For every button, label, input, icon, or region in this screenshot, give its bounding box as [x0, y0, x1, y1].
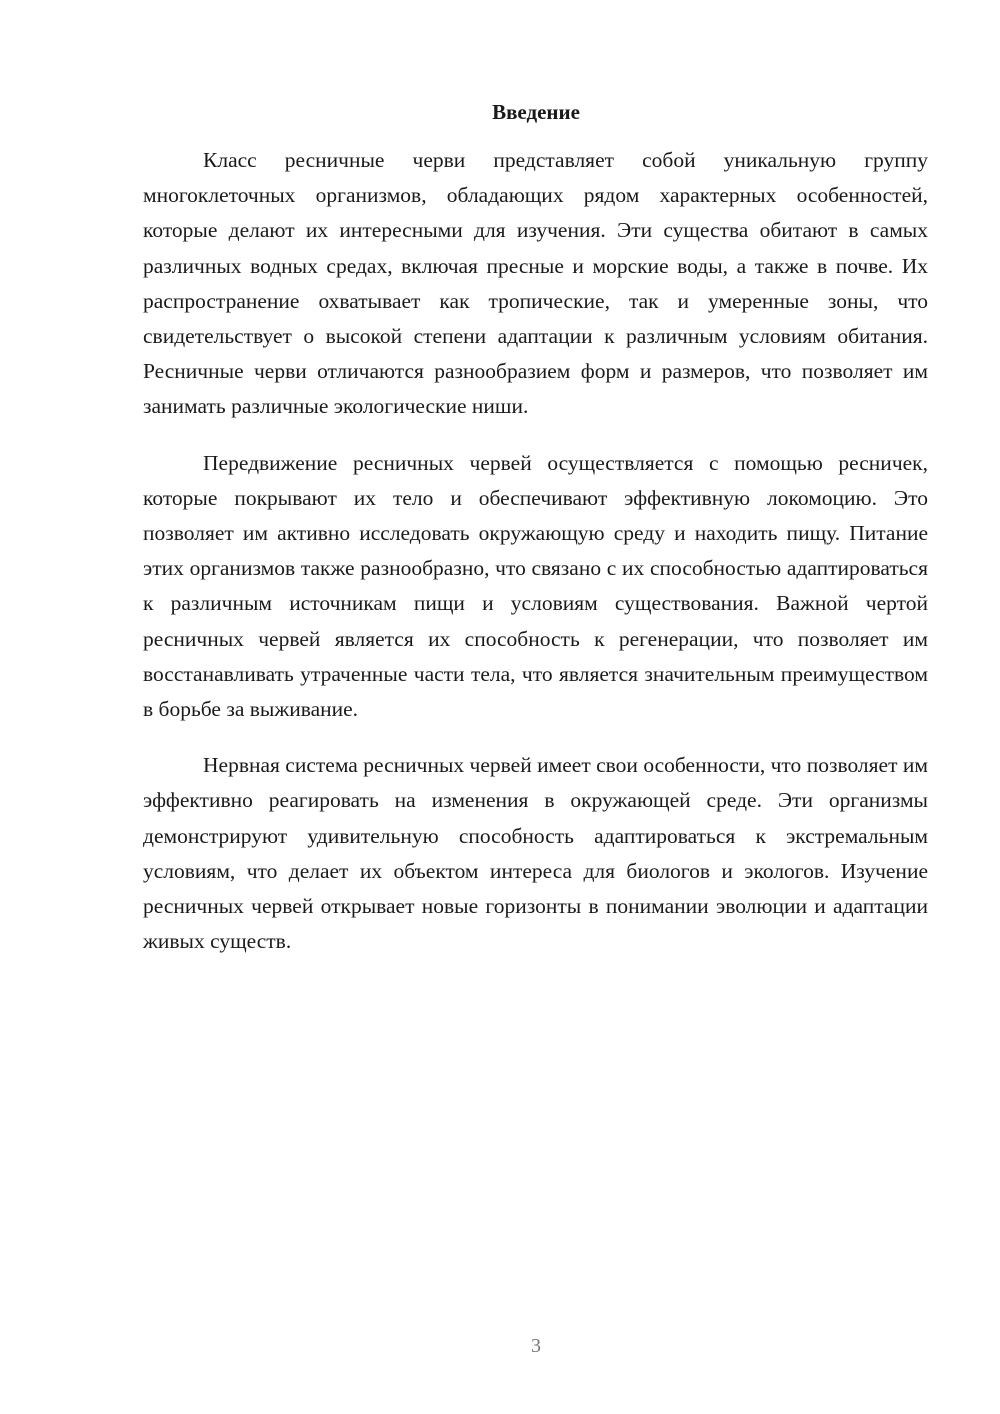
- paragraph-3: Нервная система ресничных червей имеет свои особенности, что позволяет им эффективно реагировать на изменения в окружающей среде. Эти организмы демонстрируют удивительную способность адаптироваться к экстремальным условиям, что делает их объектом интереса для биологов и экологов. Изучение ресничных червей открывает новые горизонты в понимании эволюции и адаптации живых существ.: [143, 753, 928, 954]
- paragraph-2: Передвижение ресничных червей осуществляется с помощью ресничек, которые покрывают их тело и обеспечивают эффективную локомоцию. Это позволяет им активно исследовать окружающую среду и находить пищу. Питание этих организмов также разнообразно, что связано с их способностью адаптироваться к различным источникам пищи и условиям существования. Важной чертой ресничных червей является их способность к регенерации, что позволяет им восстанавливать утраченные части тела, что является значительным преимуществом в борьбе за выживание.: [143, 450, 928, 722]
- section-heading: Введение: [492, 100, 580, 124]
- body-text: [143, 143, 928, 959]
- page-number: 3: [531, 1335, 541, 1357]
- paragraph-1: Класс ресничные черви представляет собой уникальную группу многоклеточных организмов, обладающих рядом характерных особенностей, которые делают их интересными для изучения. Эти существа обитают в самых различных водных средах, включая пресные и морские воды, а также в почве. Их распространение охватывает как тропические, так и умеренные зоны, что свидетельствует о высокой степени адаптации к различным условиям обитания. Ресничные черви отличаются разнообразием форм и размеров, что позволяет им занимать различные экологические ниши.: [143, 148, 928, 419]
